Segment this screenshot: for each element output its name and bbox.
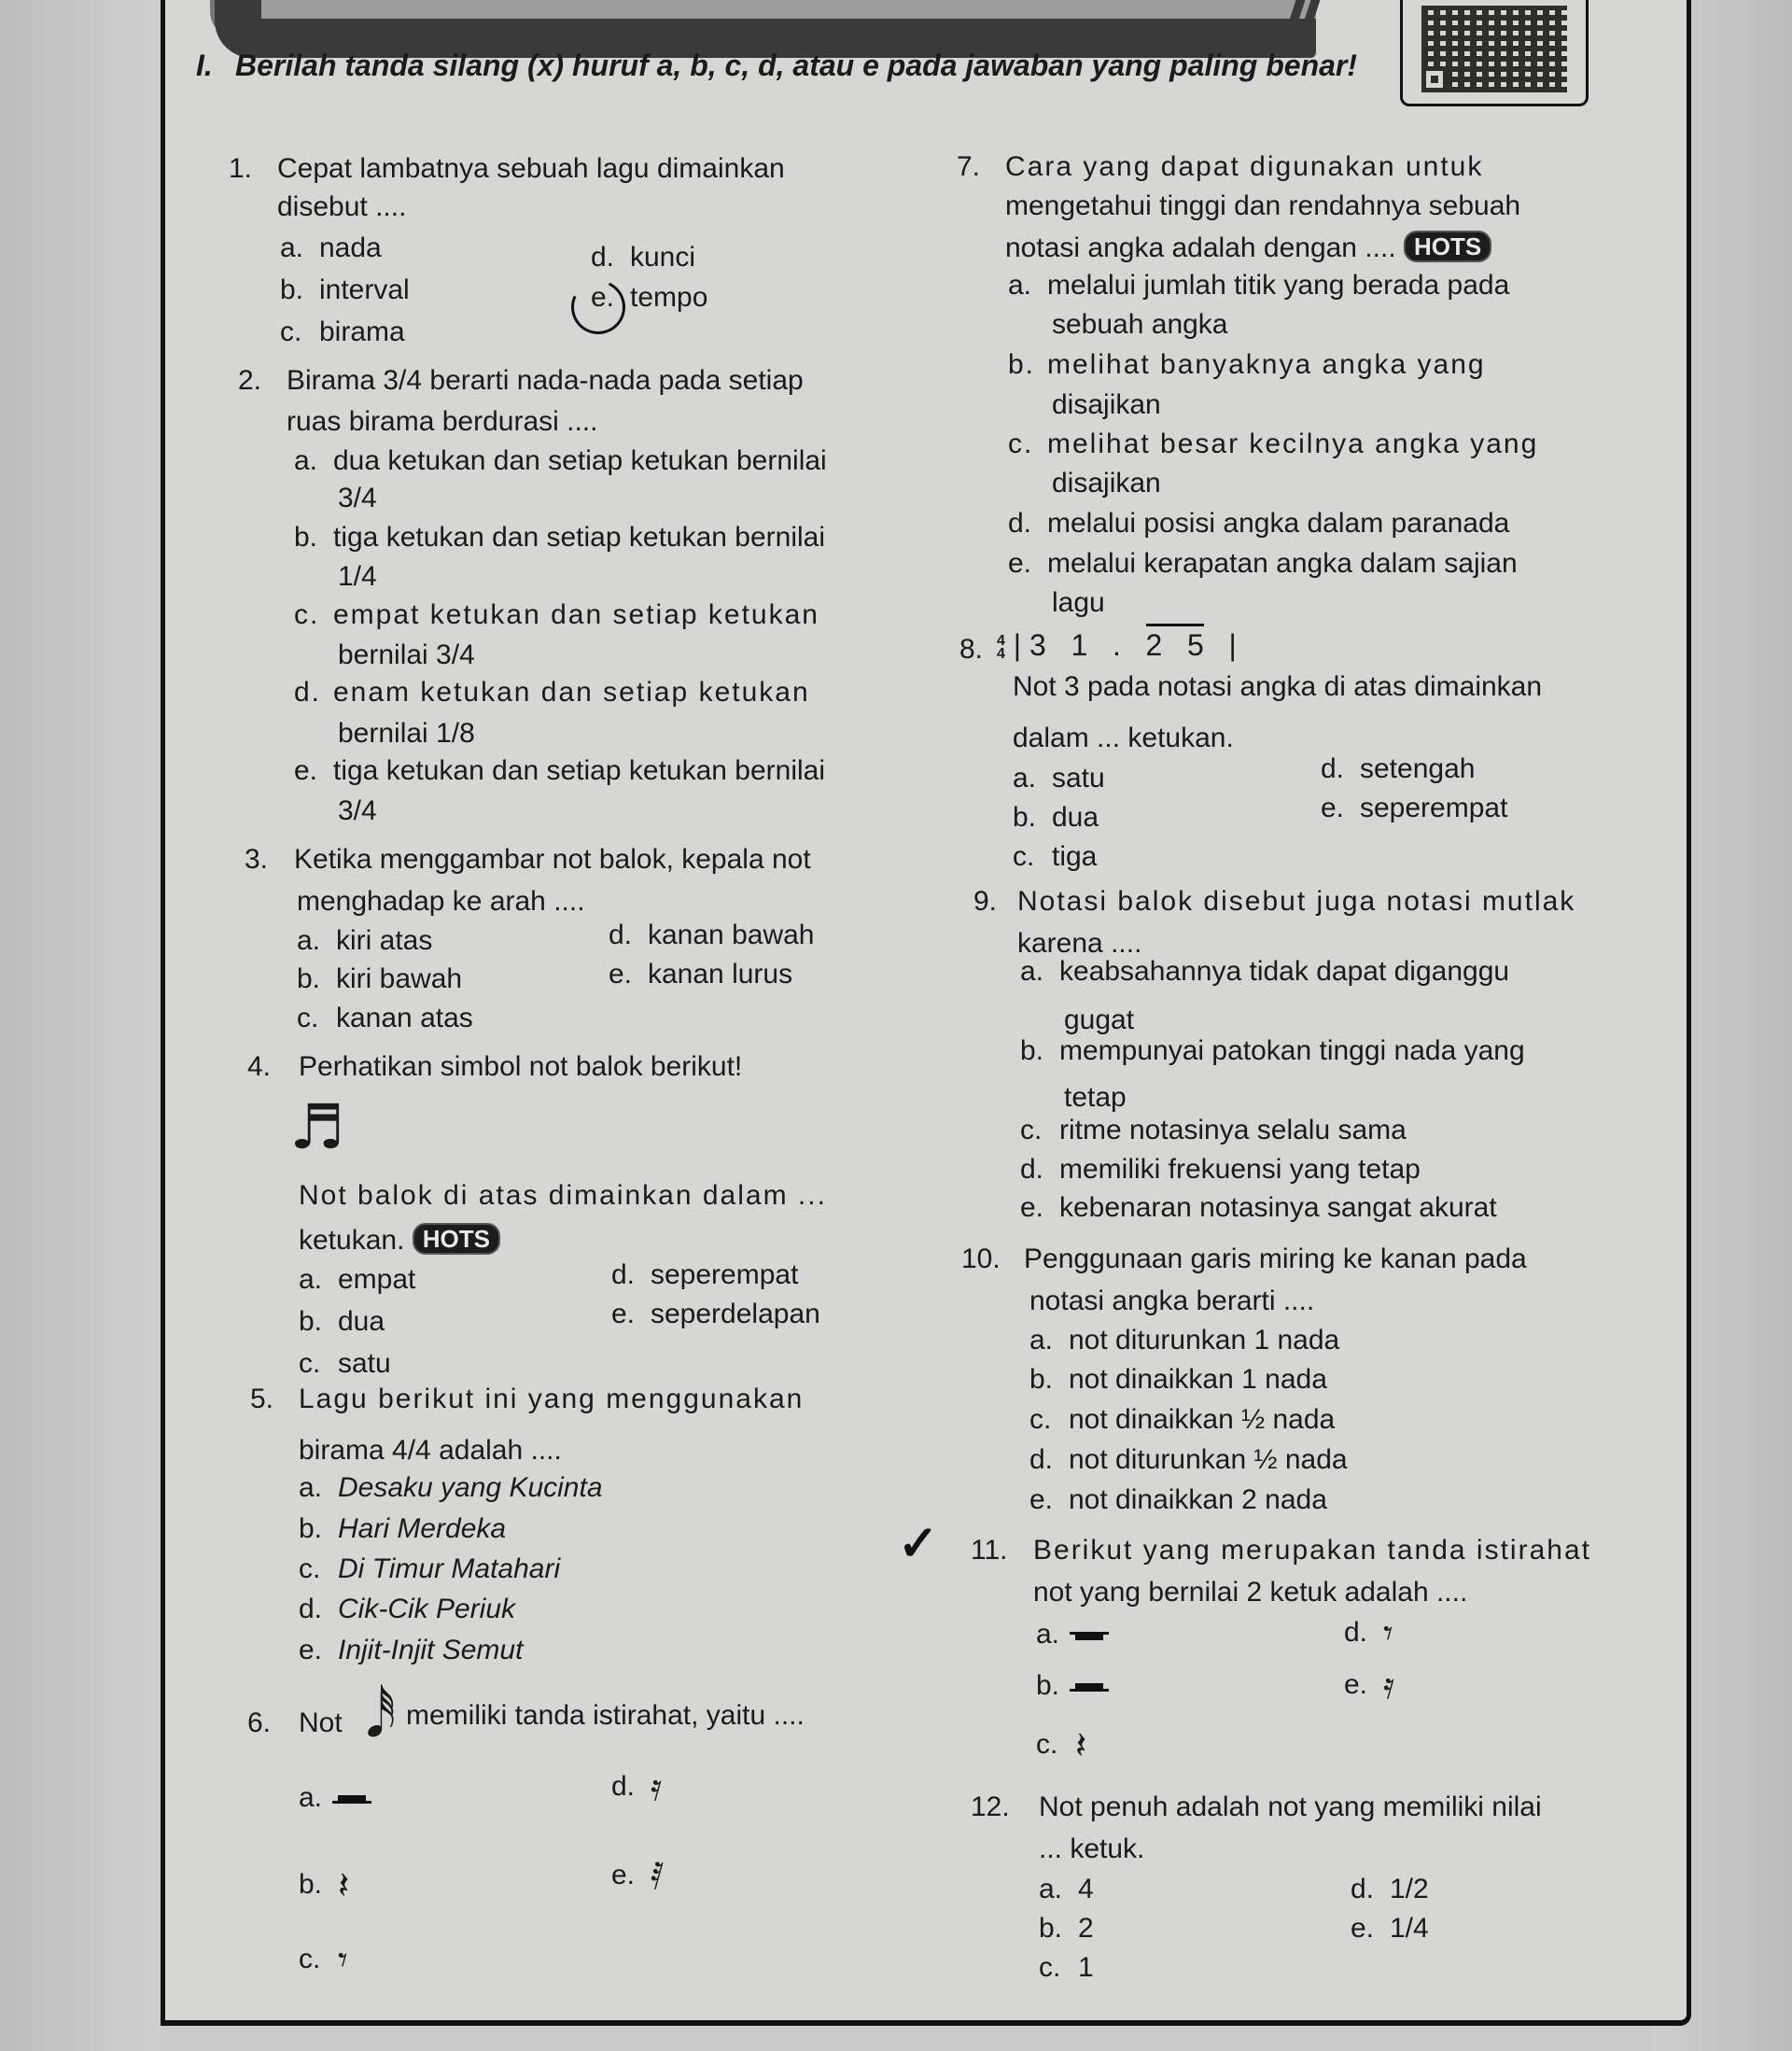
question-text: dalam ... ketukan. xyxy=(1013,723,1234,753)
option-a[interactable]: a. empat xyxy=(299,1264,416,1295)
hots-badge: HOTS xyxy=(1404,231,1491,262)
option-d[interactable]: d. enam ketukan dan setiap ketukan xyxy=(294,677,810,708)
option-c[interactable]: c. birama xyxy=(280,316,405,347)
option-e[interactable]: e. 1/4 xyxy=(1351,1913,1429,1944)
question-text: Not 3 pada notasi angka di atas dimainkan xyxy=(1013,671,1543,702)
question-text: Perhatikan simbol not balok berikut! xyxy=(299,1051,743,1082)
option-a-continued: sebuah angka xyxy=(1052,309,1228,340)
option-c[interactable]: c. 1 xyxy=(1039,1952,1094,1983)
option-c[interactable]: c. kanan atas xyxy=(297,1003,473,1033)
thirty-second-rest-icon: 𝅀 xyxy=(651,1855,665,1898)
option-c-continued: bernilai 3/4 xyxy=(338,639,475,670)
option-d[interactable]: d. 𝄿 xyxy=(611,1766,663,1809)
option-b[interactable]: b. kiri bawah xyxy=(297,963,463,994)
option-b[interactable]: b. dua xyxy=(299,1306,385,1337)
option-e[interactable]: e. not dinaikkan 2 nada xyxy=(1029,1484,1327,1515)
option-c[interactable]: c. tiga xyxy=(1013,841,1098,872)
eighth-rest-icon: 𝄾 xyxy=(338,1939,348,1982)
question-text: Penggunaan garis miring ke kanan pada xyxy=(1024,1243,1527,1274)
question-text: menghadap ke arah .... xyxy=(297,886,585,917)
option-a[interactable]: a. 4 xyxy=(1039,1874,1094,1904)
question-text: Birama 3/4 berarti nada-nada pada setiap xyxy=(287,365,804,396)
handwritten-check-mark-icon: ✓ xyxy=(898,1517,939,1571)
option-d[interactable]: d. setengah xyxy=(1321,753,1476,784)
question-number: 3. xyxy=(245,844,269,875)
option-d[interactable]: d. 𝄾 xyxy=(1344,1612,1393,1655)
option-e-continued: 3/4 xyxy=(338,795,377,826)
question-text: ruas birama berdurasi .... xyxy=(287,406,598,437)
option-c[interactable]: c. melihat besar kecilnya angka yang xyxy=(1008,428,1539,459)
option-c[interactable]: c. 𝄾 xyxy=(299,1939,348,1982)
option-e[interactable]: e. melalui kerapatan angka dalam sajian xyxy=(1008,548,1518,579)
question-text: Lagu berikut ini yang menggunakan xyxy=(299,1384,805,1414)
question-text: Cara yang dapat digunakan untuk xyxy=(1005,151,1484,182)
time-signature: 4 4 xyxy=(997,632,1005,662)
option-e[interactable]: e. kebenaran notasinya sangat akurat xyxy=(1020,1192,1497,1223)
option-d-continued: bernilai 1/8 xyxy=(338,718,475,749)
option-a[interactable]: a. melalui jumlah titik yang berada pada xyxy=(1008,270,1510,301)
option-d[interactable]: d. seperempat xyxy=(611,1259,799,1290)
option-e[interactable]: e. 𝄿 xyxy=(1344,1665,1395,1707)
question-text: Not xyxy=(299,1707,343,1738)
question-number: 7. xyxy=(957,151,981,182)
option-e[interactable]: e. Injit-Injit Semut xyxy=(299,1635,524,1665)
question-text: Cepat lambatnya sebuah lagu dimainkan xyxy=(277,153,785,184)
option-c[interactable]: c. not dinaikkan ½ nada xyxy=(1029,1404,1336,1435)
question-text: ketukan. HOTS xyxy=(299,1223,500,1255)
option-c[interactable]: c. 𝄽 xyxy=(1036,1724,1087,1767)
option-b-continued: disajikan xyxy=(1052,389,1161,420)
option-b[interactable]: b. not dinaikkan 1 nada xyxy=(1029,1364,1327,1395)
option-c[interactable]: c. ritme notasinya selalu sama xyxy=(1020,1115,1407,1145)
option-b-continued: 1/4 xyxy=(338,561,377,592)
question-text: Not balok di atas dimainkan dalam ... xyxy=(299,1180,827,1211)
question-text: not yang bernilai 2 ketuk adalah .... xyxy=(1033,1577,1468,1608)
option-b[interactable]: b. melihat banyaknya angka yang xyxy=(1008,349,1486,380)
option-e[interactable]: e. seperdelapan xyxy=(611,1299,820,1329)
beam-overline: 2 5 xyxy=(1146,624,1204,662)
question-text: notasi angka adalah dengan .... HOTS xyxy=(1005,231,1491,262)
question-text: ... ketuk. xyxy=(1039,1833,1145,1864)
thirty-second-note-icon: 𝅘𝅥𝅰 xyxy=(366,1682,397,1750)
question-number: 1. xyxy=(229,153,253,184)
option-b-continued: tetap xyxy=(1064,1082,1127,1113)
quarter-rest-icon: 𝄽 xyxy=(338,1864,350,1907)
option-b[interactable]: b. xyxy=(1036,1671,1103,1700)
question-number: 12. xyxy=(971,1791,1010,1822)
question-text: mengetahui tinggi dan rendahnya sebuah xyxy=(1005,190,1521,221)
option-d[interactable]: d. not diturunkan ½ nada xyxy=(1029,1444,1348,1475)
question-text: karena .... xyxy=(1017,928,1142,959)
question-text: birama 4/4 adalah .... xyxy=(299,1435,562,1466)
option-e[interactable]: e. kanan lurus xyxy=(609,959,793,990)
option-e[interactable]: e. seperempat xyxy=(1321,793,1508,823)
option-a[interactable]: a. keabsahannya tidak dapat diganggu xyxy=(1020,956,1510,987)
option-a[interactable]: a. not diturunkan 1 nada xyxy=(1029,1325,1340,1356)
section-number: I. xyxy=(196,49,213,82)
option-e[interactable]: e. tempo xyxy=(591,282,708,313)
quarter-rest-icon: 𝄽 xyxy=(1075,1724,1087,1767)
question-text: disebut .... xyxy=(277,191,407,222)
option-d[interactable]: d. kanan bawah xyxy=(609,920,815,950)
whole-rest-icon xyxy=(1075,1632,1103,1640)
eighth-rest-icon: 𝄾 xyxy=(1383,1612,1393,1655)
question-number: 9. xyxy=(973,886,998,917)
option-c[interactable]: c. empat ketukan dan setiap ketukan xyxy=(294,599,819,630)
option-d[interactable]: d. 1/2 xyxy=(1351,1874,1429,1904)
option-a[interactable]: a. kiri atas xyxy=(297,925,433,956)
question-number: 4. xyxy=(247,1051,272,1082)
option-a[interactable]: a. xyxy=(1036,1620,1103,1649)
option-a-continued: 3/4 xyxy=(338,483,377,513)
option-c[interactable]: c. satu xyxy=(299,1348,391,1379)
option-e[interactable]: e. 𝅀 xyxy=(611,1855,665,1898)
number-notation: 4 4 | 3 1 . 2 5 | xyxy=(997,631,1237,661)
sixteenth-note-icon: ♬ xyxy=(289,1091,345,1163)
question-number: 11. xyxy=(971,1535,1008,1566)
question-text: Berikut yang merupakan tanda istirahat xyxy=(1033,1535,1591,1566)
option-d[interactable]: d. Cik-Cik Periuk xyxy=(299,1594,516,1624)
option-c[interactable]: c. Di Timur Matahari xyxy=(299,1553,561,1584)
question-number: 6. xyxy=(247,1707,272,1738)
sixteenth-rest-icon: 𝄿 xyxy=(651,1766,663,1809)
question-text: Ketika menggambar not balok, kepala not xyxy=(294,844,811,875)
question-number: 10. xyxy=(961,1243,1001,1274)
option-b[interactable]: b. dua xyxy=(1013,802,1099,833)
hots-badge: HOTS xyxy=(413,1223,500,1255)
question-text: Not penuh adalah not yang memiliki nilai xyxy=(1039,1791,1542,1822)
option-b[interactable]: b. mempunyai patokan tinggi nada yang xyxy=(1020,1035,1525,1066)
option-b[interactable]: b. tiga ketukan dan setiap ketukan bernilai xyxy=(294,522,826,553)
option-e[interactable]: e. tiga ketukan dan setiap ketukan bernilai xyxy=(294,755,826,786)
question-text: notasi angka berarti .... xyxy=(1029,1285,1315,1316)
option-b[interactable]: b. interval xyxy=(280,274,410,305)
option-c-continued: disajikan xyxy=(1052,468,1161,499)
question-number: 5. xyxy=(250,1384,274,1414)
question-number: 8. xyxy=(959,634,984,665)
question-text: Notasi balok disebut juga notasi mutlak xyxy=(1017,886,1576,917)
question-number: 2. xyxy=(238,365,262,396)
question-text: memiliki tanda istirahat, yaitu .... xyxy=(406,1700,805,1731)
sixteenth-rest-icon: 𝄿 xyxy=(1383,1665,1395,1707)
option-a[interactable]: a. Desaku yang Kucinta xyxy=(299,1472,603,1503)
option-a[interactable]: a. satu xyxy=(1013,763,1105,794)
option-a[interactable]: a. xyxy=(299,1783,366,1812)
option-a[interactable]: a. dua ketukan dan setiap ketukan bernilai xyxy=(294,445,827,476)
instruction-text: Berilah tanda silang (x) huruf a, b, c, d, atau e pada jawaban yang paling benar! xyxy=(235,49,1358,82)
option-e-continued: lagu xyxy=(1052,587,1105,618)
option-a[interactable]: a. nada xyxy=(280,232,382,263)
option-b[interactable]: b. Hari Merdeka xyxy=(299,1513,507,1544)
half-rest-icon xyxy=(1075,1683,1103,1692)
option-d[interactable]: d. melalui posisi angka dalam paranada xyxy=(1008,508,1510,539)
option-d[interactable]: d. kunci xyxy=(591,242,696,273)
option-a-continued: gugat xyxy=(1064,1004,1135,1035)
option-d[interactable]: d. memiliki frekuensi yang tetap xyxy=(1020,1154,1421,1185)
option-b[interactable]: b. 2 xyxy=(1039,1913,1094,1944)
option-b[interactable]: b. 𝄽 xyxy=(299,1864,350,1907)
